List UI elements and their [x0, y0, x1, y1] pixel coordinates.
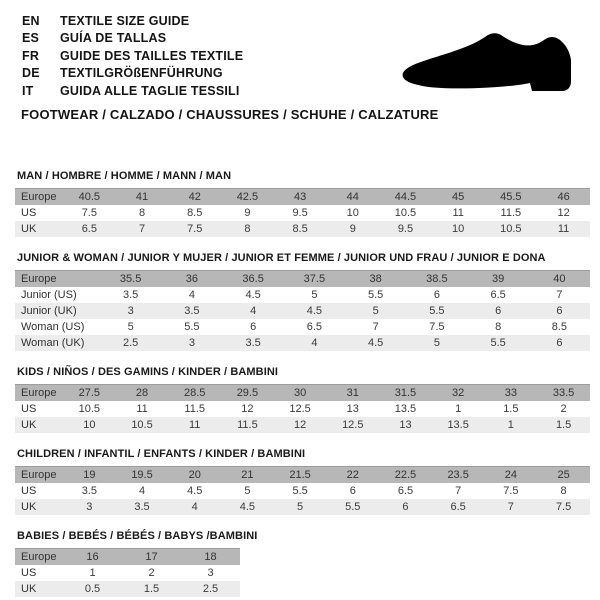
size-row-europe [15, 271, 590, 288]
size-cell: 31 [346, 387, 359, 399]
language-label: GUIDA ALLE TAGLIE TESSILI [60, 83, 240, 98]
size-cell: 13 [399, 419, 412, 431]
size-cell: 4 [191, 501, 198, 513]
size-section-kids [15, 366, 590, 433]
size-cell: 6 [349, 485, 356, 497]
size-cell: 44 [346, 191, 359, 203]
size-cell: 33 [504, 387, 517, 399]
size-cell: 4 [311, 337, 318, 349]
row-label: UK [21, 223, 37, 235]
size-cell: 21 [241, 469, 254, 481]
size-cell: 8.5 [292, 223, 308, 235]
size-cell: 11.5 [500, 207, 522, 219]
row-label: US [21, 567, 37, 579]
size-cell: 12 [241, 403, 254, 415]
size-row-europe [15, 189, 590, 206]
size-row-junior-uk [15, 303, 590, 319]
size-cell: 4.5 [187, 485, 203, 497]
size-cell: 6 [433, 289, 440, 301]
row-label: Europe [21, 551, 57, 563]
size-cell: 22 [346, 469, 359, 481]
size-cell: 44.5 [394, 191, 417, 203]
size-cell: 20 [188, 469, 201, 481]
size-cell: 19.5 [131, 469, 153, 481]
size-cell: 6 [402, 501, 409, 513]
size-cell: 11.5 [237, 419, 258, 431]
size-section-children [15, 448, 590, 515]
language-code: DE [22, 66, 40, 81]
size-cell: 32 [452, 387, 465, 399]
size-cell: 12.5 [289, 403, 311, 415]
size-cell: 11.5 [184, 403, 206, 415]
size-row-uk [15, 499, 590, 515]
size-cell: 10.5 [394, 207, 417, 219]
size-cell: 7 [556, 289, 563, 301]
size-cell: 46 [557, 191, 570, 203]
row-label: Woman (UK) [21, 337, 85, 349]
size-cell: 10.5 [500, 223, 522, 235]
size-cell: 18 [204, 551, 217, 563]
size-cell: 2 [560, 403, 567, 415]
size-cell: 42 [188, 191, 201, 203]
size-row-uk [15, 221, 590, 237]
language-label: TEXTILE SIZE GUIDE [60, 13, 190, 28]
size-cell: 25 [557, 469, 570, 481]
size-cell: 16 [86, 551, 99, 563]
size-cell: 12 [293, 419, 307, 431]
size-row-europe [15, 467, 590, 484]
size-cell: 22.5 [394, 469, 417, 481]
size-cell: 6 [556, 337, 563, 349]
size-cell: 7.5 [187, 223, 203, 235]
size-cell: 45 [452, 191, 465, 203]
size-cell: 35.5 [119, 273, 142, 285]
section-title: JUNIOR & WOMAN / JUNIOR Y MUJER / JUNIOR ET FEMME / JUNIOR UND FRAU / JUNIOR E DONA [17, 252, 546, 264]
size-cell: 4 [138, 485, 146, 497]
size-row-us [15, 483, 590, 499]
size-cell: 36 [185, 273, 198, 285]
size-cell: 4.5 [239, 501, 256, 513]
size-cell: 6 [250, 321, 257, 333]
size-cell: 1.5 [555, 419, 572, 431]
size-cell: 11 [136, 403, 148, 415]
language-label: GUÍA DE TALLAS [60, 31, 167, 46]
size-cell: 6.5 [81, 223, 97, 235]
size-cell: 9.5 [397, 223, 414, 235]
category-heading: FOOTWEAR / CALZADO / CHAUSSURES / SCHUHE / CALZATURE [21, 107, 439, 122]
size-cell: 43 [293, 191, 307, 203]
tables-container [15, 170, 590, 597]
size-cell: 17 [145, 551, 158, 563]
size-cell: 6 [556, 305, 563, 317]
size-cell: 3.5 [245, 337, 261, 349]
size-cell: 5.5 [429, 305, 445, 317]
size-cell: 7 [507, 501, 514, 513]
size-cell: 4.5 [245, 289, 261, 301]
size-cell: 9 [349, 223, 356, 235]
size-row-junior-us [15, 287, 590, 303]
size-cell: 36.5 [242, 273, 264, 285]
size-cell: 21.5 [289, 469, 311, 481]
size-cell: 8 [138, 207, 146, 219]
size-cell: 7.5 [503, 485, 519, 497]
size-section-man [15, 170, 590, 237]
size-cell: 3.5 [134, 501, 150, 513]
size-cell: 8 [244, 223, 251, 235]
size-cell: 31.5 [394, 387, 417, 399]
size-cell: 3 [86, 501, 93, 513]
size-cell: 7 [455, 485, 462, 497]
size-cell: 40 [553, 273, 566, 285]
language-list [22, 12, 243, 100]
size-row-woman-uk [15, 335, 590, 351]
size-cell: 5.5 [367, 289, 384, 301]
size-cell: 2.5 [202, 583, 219, 595]
size-cell: 2 [148, 567, 155, 579]
size-cell: 8 [495, 321, 502, 333]
size-cell: 4.5 [367, 337, 384, 349]
language-code: FR [22, 48, 40, 63]
size-cell: 39 [492, 273, 505, 285]
size-cell: 13.5 [447, 419, 469, 431]
size-cell: 9 [244, 207, 251, 219]
size-cell: 1.5 [143, 583, 160, 595]
size-cell: 3 [127, 305, 134, 317]
size-cell: 27.5 [78, 387, 101, 399]
language-code: ES [22, 31, 40, 46]
size-cell: 33.5 [552, 387, 575, 399]
size-cell: 5 [433, 337, 440, 349]
row-label: US [21, 207, 37, 219]
size-cell: 30 [293, 387, 307, 399]
size-cell: 9.5 [292, 207, 308, 219]
size-cell: 10 [452, 223, 465, 235]
size-cell: 5.5 [292, 485, 308, 497]
size-cell: 41 [135, 191, 149, 203]
size-cell: 24 [504, 469, 517, 481]
row-label: UK [21, 583, 37, 595]
size-cell: 23.5 [447, 469, 469, 481]
size-cell: 37.5 [303, 273, 326, 285]
size-cell: 0.5 [84, 583, 101, 595]
size-cell: 5 [311, 289, 318, 301]
size-cell: 10.5 [78, 403, 101, 415]
size-table [15, 384, 590, 433]
row-label: Junior (US) [21, 289, 77, 301]
row-label: UK [21, 501, 37, 513]
language-row [22, 30, 243, 48]
language-code: IT [22, 83, 34, 98]
size-row-us [15, 565, 240, 581]
size-section-junior-woman [15, 252, 590, 351]
size-table [15, 548, 240, 597]
size-cell: 45.5 [500, 191, 522, 203]
language-label: TEXTILGRÖßENFÜHRUNG [60, 66, 223, 81]
row-label: US [21, 485, 37, 497]
size-cell: 8 [560, 485, 567, 497]
size-row-us [15, 401, 590, 417]
size-cell: 8.5 [551, 321, 568, 333]
section-title: KIDS / NIÑOS / DES GAMINS / KINDER / BAMBINI [17, 366, 279, 378]
section-title: BABIES / BEBÉS / BÉBÉS / BABYS /BAMBINI [17, 530, 258, 542]
size-row-us [15, 205, 590, 221]
size-cell: 1 [89, 567, 96, 579]
size-cell: 11 [452, 207, 464, 219]
size-cell: 6.5 [490, 289, 506, 301]
row-label: Europe [21, 387, 57, 399]
size-cell: 5 [372, 305, 379, 317]
size-cell: 6 [495, 305, 502, 317]
size-cell: 7.5 [429, 321, 445, 333]
size-cell: 5 [127, 321, 134, 333]
size-cell: 12.5 [342, 419, 364, 431]
size-cell: 1.5 [503, 403, 519, 415]
language-row [22, 65, 243, 83]
size-cell: 1 [507, 419, 514, 431]
size-cell: 11 [557, 223, 570, 235]
size-cell: 4 [188, 289, 195, 301]
size-cell: 5.5 [490, 337, 506, 349]
row-label: Europe [21, 273, 57, 285]
language-label: GUIDE DES TAILLES TEXTILE [60, 48, 244, 63]
row-label: UK [21, 419, 37, 431]
size-cell: 8.5 [187, 207, 203, 219]
shoe-icon [399, 26, 577, 96]
size-cell: 12 [557, 207, 570, 219]
size-cell: 3 [207, 567, 214, 579]
size-cell: 10.5 [131, 419, 153, 431]
size-cell: 40.5 [78, 191, 101, 203]
size-table [15, 188, 590, 237]
size-cell: 6.5 [306, 321, 323, 333]
size-cell: 28 [135, 387, 149, 399]
size-row-uk [15, 417, 590, 433]
size-cell: 19 [83, 469, 96, 481]
language-row [22, 12, 243, 30]
size-cell: 13 [346, 403, 359, 415]
language-code: EN [22, 13, 40, 28]
row-label: US [21, 403, 37, 415]
row-label: Europe [21, 191, 57, 203]
row-label: Woman (US) [21, 321, 85, 333]
size-row-uk [15, 581, 240, 597]
size-cell: 3.5 [184, 305, 200, 317]
size-cell: 4.5 [306, 305, 323, 317]
language-row [22, 47, 243, 65]
size-cell: 29.5 [236, 387, 259, 399]
size-cell: 10 [346, 207, 359, 219]
size-cell: 42.5 [236, 191, 259, 203]
size-cell: 3.5 [122, 289, 139, 301]
size-cell: 7.5 [555, 501, 572, 513]
size-cell: 5 [244, 485, 251, 497]
size-cell: 3 [188, 337, 195, 349]
size-cell: 7 [138, 223, 146, 235]
section-title: MAN / HOMBRE / HOMME / MANN / MAN [17, 170, 232, 182]
size-cell: 10 [83, 419, 96, 431]
size-cell: 6.5 [397, 485, 414, 497]
row-label: Junior (UK) [21, 305, 77, 317]
size-cell: 6.5 [450, 501, 466, 513]
size-cell: 11 [189, 419, 201, 431]
section-title: CHILDREN / INFANTIL / ENFANTS / KINDER / BAMBINI [17, 448, 306, 460]
size-cell: 28.5 [184, 387, 206, 399]
size-cell: 5.5 [345, 501, 361, 513]
size-cell: 5 [297, 501, 304, 513]
size-row-europe [15, 549, 240, 566]
language-row [22, 82, 243, 100]
size-table [15, 270, 590, 351]
size-section-babies [15, 530, 590, 597]
size-cell: 38.5 [426, 273, 448, 285]
size-cell: 7 [372, 321, 379, 333]
size-cell: 5.5 [184, 321, 200, 333]
row-label: Europe [21, 469, 57, 481]
size-table [15, 466, 590, 515]
size-cell: 38 [369, 273, 382, 285]
size-cell: 3.5 [81, 485, 97, 497]
size-row-europe [15, 385, 590, 402]
size-row-woman-us [15, 319, 590, 335]
size-cell: 1 [455, 403, 462, 415]
size-cell: 4 [250, 305, 257, 317]
size-cell: 2.5 [122, 337, 139, 349]
size-cell: 7.5 [81, 207, 97, 219]
size-cell: 13.5 [394, 403, 417, 415]
